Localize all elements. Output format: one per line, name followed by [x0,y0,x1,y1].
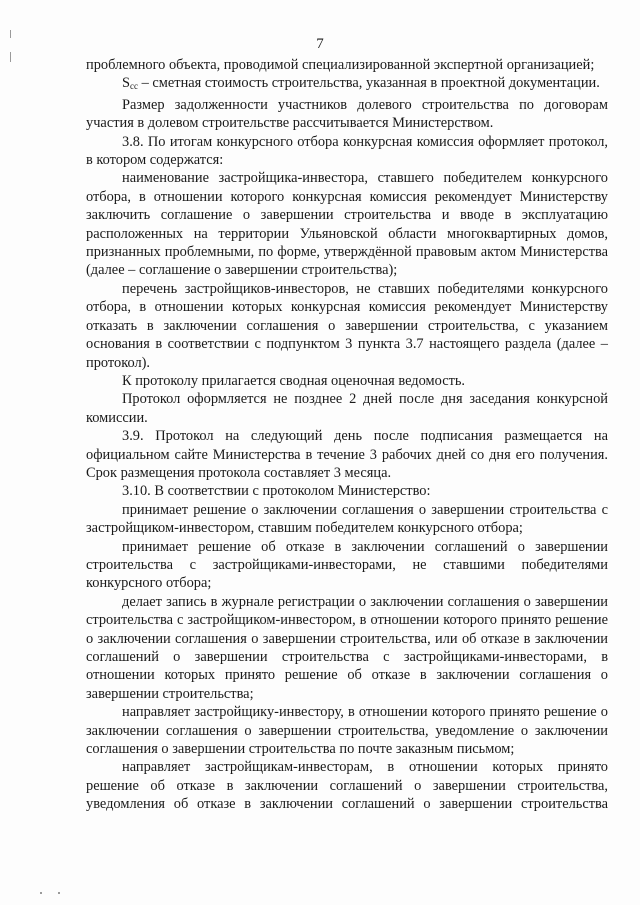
paragraph: направляет застройщикам-инвесторам, в отношении которых принято решение об отказе в заключении соглашений о завершении строительства, уведомления об отказе в заключении соглашений о завершении строительства [86,759,608,813]
paragraph: наименование застройщика-инвестора, ставшего победителем конкурсного отбора, в отношении которого конкурсная комиссия рекомендует Министерству заключить соглашение о завершении строительства и вводе в эксплуатацию расположенных на территории Ульяновской области многоквартирных домов, признанных проблемными, по форме, утверждённой правовым актом Министерства (далее – соглашение о завершении строительства); [86,170,608,279]
paragraph: Протокол оформляется не позднее 2 дней после дня заседания конкурсной комиссии. [86,391,608,426]
formula-description: – сметная стоимость строительства, указанная в проектной документации. [138,75,600,92]
paragraph: 3.10. В соответствии с протоколом Министерство: [122,483,431,500]
scan-margin-mark [58,892,60,894]
paragraph: перечень застройщиков-инвесторов, не ставших победителями конкурсного отбора, в отношении которых конкурсная комиссия рекомендует Министерству отказать в заключении соглашения о завершении строительства, с указанием основания в соответствии с подпунктом 3 пункта 3.7 настоящего раздела (далее – протокол). [86,280,608,371]
paragraph: 3.9. Протокол на следующий день после подписания размещается на официальном сайте Министерства в течение 3 рабочих дней со дня его получения. Срок размещения протокола составляет 3 месяца. [86,428,608,481]
paragraph: К протоколу прилагается сводная оценочная ведомость. [122,372,466,389]
page-number: 7 [316,36,324,52]
paragraph: направляет застройщику-инвестору, в отношении которого принято решение о заключении соглашения о завершении строительства, уведомление о заключении соглашения о завершении строительства по почте заказным письмом; [86,704,608,758]
paragraph: принимает решение об отказе в заключении соглашений о завершении строительства с застройщиками-инвесторами, не ставшими победителями конкурсного отбора; [86,538,608,592]
formula-symbol: S [122,75,131,92]
scan-margin-mark [40,892,42,894]
scan-margin-mark [10,52,11,62]
paragraph: принимает решение о заключении соглашения о завершении строительства с застройщиком-инвестором, ставшим победителем конкурсного отбора; [86,501,608,537]
paragraph: делает запись в журнале регистрации о заключении соглашения о завершении строительства с застройщиком-инвестором, в отношении которого принято решение о заключении соглашения о завершении строительства, или об отказе в заключении соглашений о завершении строительства с застройщиками-инвесторами, в отношении которых принято решение об отказе в заключении соглашения о завершении строительства; [86,593,608,702]
formula-subscript: сс [130,81,139,92]
document-body [86,56,608,814]
paragraph: проблемного объекта, проводимой специализированной экспертной организацией; [86,57,595,73]
paragraph: Размер задолженности участников долевого строительства по договорам участия в долевом строительстве рассчитывается Министерством. [86,96,608,132]
paragraph: 3.8. По итогам конкурсного отбора конкурсная комиссия оформляет протокол, в котором содержатся: [86,133,608,169]
paragraph-formula [86,74,608,95]
